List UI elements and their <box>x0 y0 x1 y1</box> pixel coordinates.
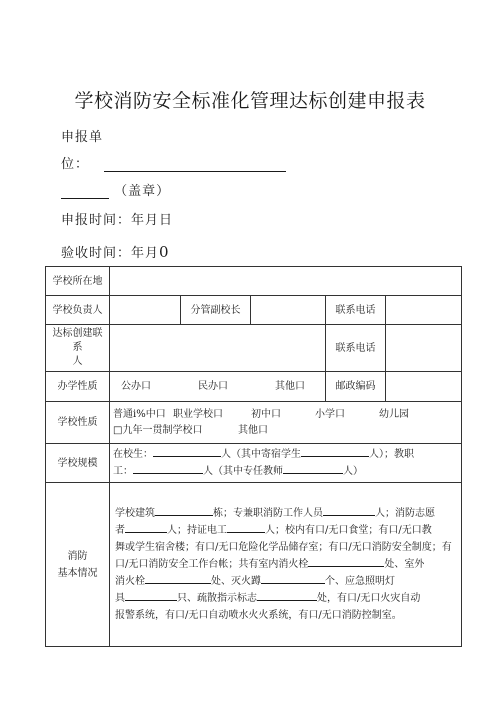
fire-label-line2: 基本情况 <box>57 567 98 579</box>
fire-content <box>110 483 462 647</box>
nature-label: 办学性质 <box>46 372 110 402</box>
declare-time: 申报时间：年月日 <box>61 213 174 228</box>
fire-text: 处、灭火蹲 <box>211 576 261 587</box>
fire-text: 舞或学生宿舍楼；有口/无口危险化学品储存室；有口/无口消防安全制度；有 <box>115 542 452 553</box>
evacuation-sign-field[interactable] <box>257 590 317 601</box>
applicant-unit-label: 申报单 <box>61 130 104 145</box>
application-form-table <box>45 266 462 647</box>
buildings-field[interactable] <box>155 505 213 516</box>
outdoor-hydrant-field[interactable] <box>145 573 211 584</box>
vice-principal-field[interactable] <box>251 296 326 325</box>
scale-label: 学校规模 <box>46 444 110 483</box>
type-option-primary[interactable]: 小学口 <box>315 408 345 420</box>
fire-text: 人；消防志愿 <box>375 508 435 519</box>
electricians-field[interactable] <box>227 522 265 533</box>
phone2-field[interactable] <box>386 325 462 372</box>
fire-text: 处、室外 <box>384 559 425 570</box>
scale-content <box>110 444 462 483</box>
fire-text: 处，有口/无口火灾自动 <box>317 593 421 604</box>
boarding-field[interactable] <box>301 446 369 457</box>
emergency-light-field[interactable] <box>125 590 177 601</box>
seal-field[interactable] <box>61 186 109 199</box>
scale-staff-label: 人）；教职 <box>369 449 414 460</box>
type-option-nine-year[interactable]: □九年一贯制学校口 <box>113 424 203 436</box>
postcode-field[interactable] <box>386 372 462 402</box>
phone-label: 联系电话 <box>326 296 386 325</box>
fire-text: 者 <box>115 525 125 536</box>
contact-field[interactable] <box>110 325 326 372</box>
accept-time-row <box>61 242 170 261</box>
fire-text: 报警系统，有口/无口自动喷水火火系统，有口/无口消防控制室。 <box>115 610 402 621</box>
form-title: 学校消防安全标准化管理达标创建申报表 <box>74 90 426 112</box>
scale-students-label: 在校生： <box>113 449 153 460</box>
scale-teachers-label: 人（其中专任教师 <box>203 466 283 477</box>
fire-text: 栋；专兼职消防工作人员 <box>213 508 323 519</box>
accept-time-suffix: 0 <box>159 243 170 261</box>
seal-row <box>61 180 170 199</box>
nature-option-other[interactable]: 其他口 <box>275 381 305 392</box>
school-address-label: 学校所在地 <box>46 267 110 296</box>
fire-text: 个、应急照明灯 <box>325 576 395 587</box>
nature-option-private[interactable]: 民办口 <box>198 381 228 392</box>
scale-staff-label-2: 工： <box>113 466 133 477</box>
extinguisher-field[interactable] <box>261 573 325 584</box>
seal-label: （盖章） <box>114 184 171 199</box>
indoor-hydrant-field[interactable] <box>308 556 384 567</box>
accept-time: 验收时间：年月 <box>61 246 160 261</box>
principal-label: 学校负责人 <box>46 296 110 325</box>
fire-label-line1: 消防 <box>67 550 88 562</box>
teachers-field[interactable] <box>283 463 343 474</box>
vice-principal-label: 分管副校长 <box>181 296 251 325</box>
contact-label-line1: 达标创建联系 <box>52 328 103 353</box>
fire-text: 学校建筑 <box>115 508 155 519</box>
fire-text: 人；校内有口/无口食堂；有口/无口教 <box>265 525 432 536</box>
school-type-options <box>110 402 462 444</box>
staff-field[interactable] <box>133 463 203 474</box>
volunteers-field[interactable] <box>125 522 167 533</box>
phone-field[interactable] <box>386 296 462 325</box>
principal-field[interactable] <box>110 296 181 325</box>
applicant-unit-row <box>61 153 286 172</box>
fire-text: 消火栓 <box>115 576 145 587</box>
contact-label-line2: 人 <box>72 356 83 367</box>
contact-label <box>46 325 110 372</box>
fire-text: 具 <box>115 593 125 604</box>
postcode-label: 邮政编码 <box>326 372 386 402</box>
school-address-field[interactable] <box>110 267 462 296</box>
type-option-other[interactable]: 其他口 <box>238 424 268 436</box>
scale-boarding-label: 人（其中寄宿学生 <box>221 449 301 460</box>
applicant-unit-field[interactable] <box>104 159 286 172</box>
nature-options <box>110 372 326 402</box>
fire-text: 人；持证电工 <box>167 525 227 536</box>
fire-text: 口/无口消防安全工作台帐；共有室内消火栓 <box>115 559 309 570</box>
type-option-middle[interactable]: 初中口 <box>251 408 281 420</box>
fire-label <box>46 483 110 647</box>
fire-staff-field[interactable] <box>323 505 375 516</box>
applicant-unit-label-2: 位： <box>61 157 90 172</box>
students-field[interactable] <box>153 446 221 457</box>
scale-teachers-suffix: 人） <box>343 466 363 477</box>
nature-option-public[interactable]: 公办口 <box>121 381 151 392</box>
fire-text: 只、疏散指示标志 <box>177 593 257 604</box>
type-option-vocational[interactable]: 职业学校口 <box>173 408 223 420</box>
phone2-label: 联系电话 <box>326 325 386 372</box>
school-type-label: 学校性质 <box>46 402 110 444</box>
type-option-kindergarten[interactable]: 幼儿园 <box>379 408 409 420</box>
type-option-highschool[interactable]: 普通i%中口 <box>113 408 166 420</box>
